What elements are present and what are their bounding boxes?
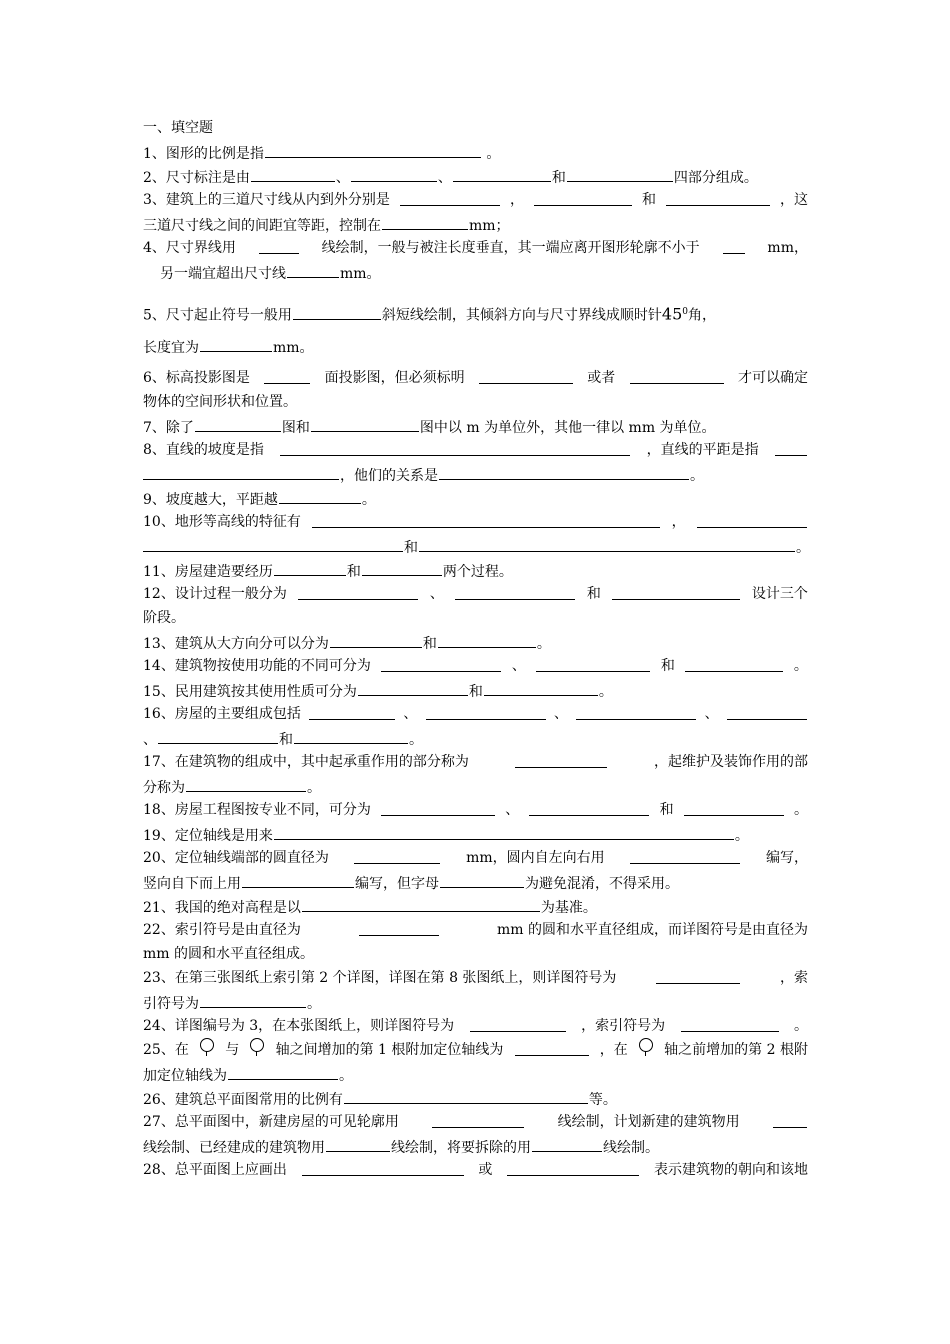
blank[interactable] (274, 558, 346, 576)
question-6-cont: 物体的空间形状和位置。 (143, 394, 297, 410)
blank[interactable] (773, 1110, 807, 1128)
question-25-cont: 加定位轴线为 。 (143, 1062, 808, 1086)
question-23: 23、在第三张图纸上索引第 2 个详图，详图在第 8 张图纸上，则详图符号为 ，索 (143, 966, 808, 990)
blank[interactable] (484, 678, 598, 696)
blank[interactable] (479, 366, 573, 384)
blank[interactable] (723, 236, 745, 254)
question-13: 13、建筑从大方向分可以分为 和 。 (143, 630, 808, 654)
question-19: 19、定位轴线是用来 。 (143, 822, 808, 846)
blank[interactable] (362, 558, 442, 576)
question-5-cont: 长度宜为 mm。 (143, 330, 808, 366)
question-21: 21、我国的绝对高程是以 为基准。 (143, 894, 808, 918)
blank[interactable] (298, 582, 418, 600)
blank[interactable] (685, 654, 783, 672)
blank[interactable] (684, 798, 784, 816)
question-16: 16、房屋的主要组成包括 、 、 、 (143, 702, 808, 726)
blank[interactable] (359, 918, 439, 936)
question-10: 10、地形等高线的特征有 ， (143, 510, 808, 534)
blank[interactable] (228, 1062, 338, 1080)
blank[interactable] (200, 990, 306, 1008)
question-7: 7、除了 图和 图中以 m 为单位外，其他一律以 mm 为单位。 (143, 414, 808, 438)
question-6: 6、标高投影图是 面投影图，但必须标明 或者 才可以确定 (143, 366, 808, 390)
blank[interactable] (293, 302, 381, 320)
question-4-cont: 另一端宜超出尺寸线 mm。 (143, 260, 808, 284)
blank[interactable] (534, 188, 632, 206)
blank[interactable] (279, 486, 361, 504)
question-17-cont: 分称为 。 (143, 774, 808, 798)
question-23-cont: 引符号为 。 (143, 990, 808, 1014)
question-10-cont: 和 。 (143, 534, 808, 558)
blank[interactable] (775, 438, 807, 456)
blank[interactable] (200, 334, 272, 352)
question-8-cont: ，他们的关系是 。 (143, 462, 808, 486)
axis-circle-icon (639, 1038, 653, 1052)
blank[interactable] (681, 1014, 779, 1032)
blank[interactable] (259, 236, 299, 254)
blank[interactable] (358, 678, 468, 696)
blank[interactable] (312, 510, 660, 528)
blank[interactable] (143, 462, 339, 480)
question-15: 15、民用建筑按其使用性质可分为 和 。 (143, 678, 808, 702)
blank[interactable] (354, 846, 440, 864)
blank[interactable] (351, 164, 437, 182)
blank[interactable] (419, 534, 795, 552)
blank[interactable] (630, 846, 740, 864)
question-16-cont: 、 和 。 (143, 726, 808, 750)
blank[interactable] (426, 702, 546, 720)
blank[interactable] (515, 1038, 589, 1056)
question-12-cont: 阶段。 (143, 610, 185, 626)
question-4: 4、尺寸界线用 线绘制，一般与被注长度垂直，其一端应离开图形轮廓不小于 mm， (143, 236, 808, 260)
question-27: 27、总平面图中，新建房屋的可见轮廓用 线绘制，计划新建的建筑物用 (143, 1110, 808, 1134)
blank[interactable] (515, 750, 607, 768)
blank[interactable] (656, 966, 740, 984)
blank[interactable] (470, 1014, 566, 1032)
blank[interactable] (576, 702, 696, 720)
question-27-cont: 线绘制、已经建成的建筑物用 线绘制，将要拆除的用 线绘制。 (143, 1134, 808, 1158)
blank[interactable] (536, 654, 650, 672)
question-2: 2、尺寸标注是由 、 、 和 四部分组成。 (143, 164, 808, 188)
question-5: 5、尺寸起止符号一般用 斜短线绘制，其倾斜方向与尺寸界线成顺时针$45^0$角， (143, 294, 808, 330)
blank[interactable] (294, 726, 408, 744)
question-22-cont: mm 的圆和水平直径组成。 (143, 946, 315, 962)
question-11: 11、房屋建造要经历 和 两个过程。 (143, 558, 808, 582)
blank[interactable] (274, 822, 734, 840)
blank[interactable] (697, 510, 807, 528)
blank[interactable] (439, 462, 689, 480)
blank[interactable] (727, 702, 807, 720)
blank[interactable] (186, 774, 306, 792)
blank[interactable] (438, 630, 536, 648)
axis-circle-icon (200, 1038, 214, 1052)
blank[interactable] (440, 870, 524, 888)
blank[interactable] (630, 366, 724, 384)
question-14: 14、建筑物按使用功能的不同可分为 、 和 。 (143, 654, 808, 678)
question-22: 22、索引符号是由直径为 mm 的圆和水平直径组成，而详图符号是由直径为 (143, 918, 808, 942)
blank[interactable] (280, 438, 630, 456)
blank[interactable] (612, 582, 740, 600)
blank[interactable] (381, 654, 501, 672)
blank[interactable] (242, 870, 354, 888)
blank[interactable] (432, 1110, 524, 1128)
blank[interactable] (158, 726, 278, 744)
question-18: 18、房屋工程图按专业不同，可分为 、 和 。 (143, 798, 808, 822)
blank[interactable] (251, 164, 335, 182)
blank[interactable] (567, 164, 673, 182)
blank[interactable] (326, 1134, 390, 1152)
blank[interactable] (529, 798, 649, 816)
question-9: 9、坡度越大，平距越 。 (143, 486, 808, 510)
section-title: 一、填空题 (143, 120, 213, 136)
blank[interactable] (195, 414, 281, 432)
blank[interactable] (302, 894, 540, 912)
question-20-cont: 竖向自下而上用 编写，但字母 为避免混淆，不得采用。 (143, 870, 808, 894)
question-26: 26、建筑总平面图常用的比例有 等。 (143, 1086, 808, 1110)
blank[interactable] (532, 1134, 602, 1152)
worksheet-page (143, 116, 808, 1182)
blank[interactable] (309, 702, 395, 720)
question-25: 25、在 与 轴之间增加的第 1 根附加定位轴线为 ，在 轴之前增加的第 2 根附 (143, 1038, 808, 1062)
blank[interactable] (507, 1158, 639, 1176)
blank[interactable] (455, 582, 575, 600)
blank[interactable] (143, 534, 403, 552)
blank[interactable] (400, 188, 500, 206)
blank[interactable] (344, 1086, 588, 1104)
blank[interactable] (287, 260, 339, 278)
question-20: 20、定位轴线端部的圆直径为 mm，圆内自左向右用 编写， (143, 846, 808, 870)
question-8: 8、直线的坡度是指 ，直线的平距是指 (143, 438, 808, 462)
blank[interactable] (302, 1158, 464, 1176)
question-24: 24、详图编号为 3，在本张图纸上，则详图符号为 ，索引符号为 。 (143, 1014, 808, 1038)
question-3-cont: 三道尺寸线之间的间距宜等距，控制在 mm； (143, 212, 808, 236)
blank[interactable] (311, 414, 419, 432)
blank[interactable] (453, 164, 551, 182)
blank[interactable] (265, 140, 481, 158)
question-28: 28、总平面图上应画出 或 表示建筑物的朝向和该地 (143, 1158, 808, 1182)
question-17: 17、在建筑物的组成中，其中起承重作用的部分称为 ，起维护及装饰作用的部 (143, 750, 808, 774)
question-12: 12、设计过程一般分为 、 和 设计三个 (143, 582, 808, 606)
blank[interactable] (666, 188, 770, 206)
question-1: 1、图形的比例是指 。 (143, 140, 808, 164)
axis-circle-icon (250, 1038, 264, 1052)
blank[interactable] (330, 630, 422, 648)
question-3: 3、建筑上的三道尺寸线从内到外分别是 ， 和 ，这 (143, 188, 808, 212)
blank[interactable] (264, 366, 310, 384)
blank[interactable] (382, 212, 468, 230)
blank[interactable] (381, 798, 495, 816)
